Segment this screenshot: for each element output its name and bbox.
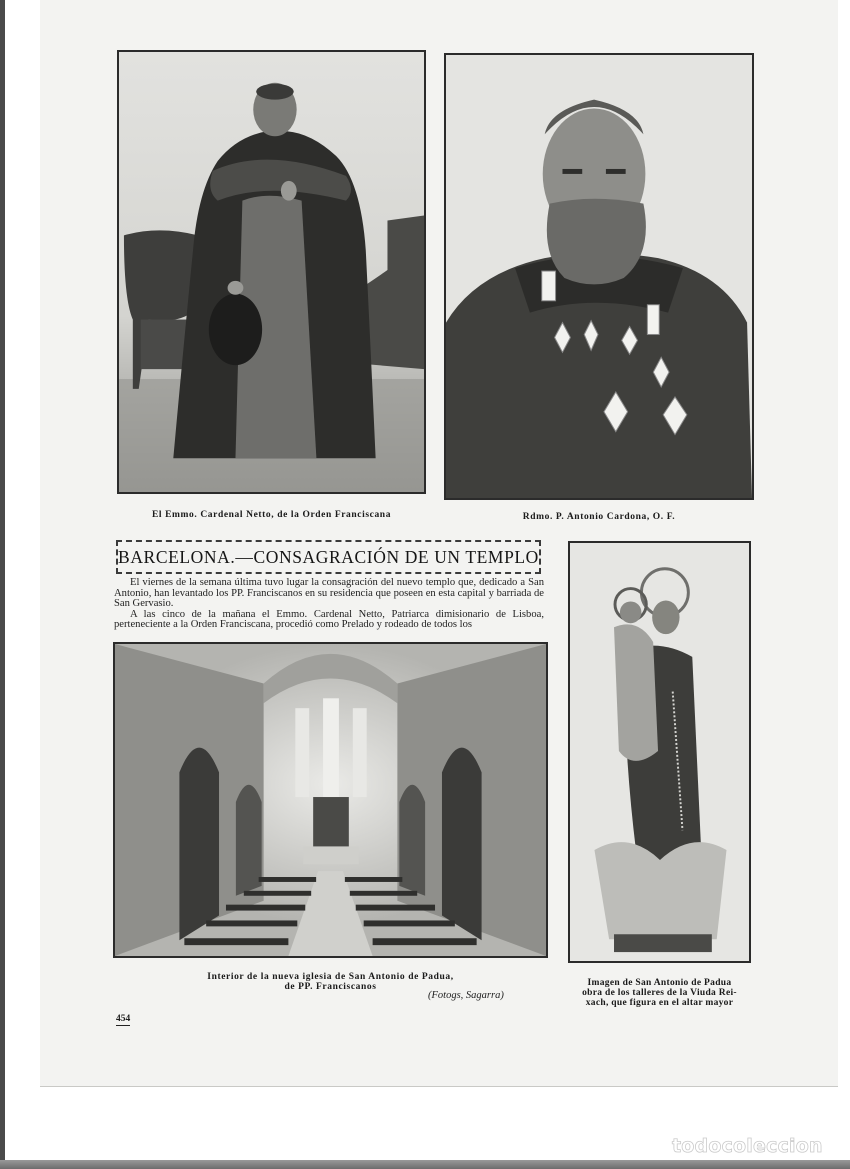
- cardinal-caption: El Emmo. Cardenal Netto, de la Orden Franciscana: [151, 510, 392, 520]
- statue-photo: [568, 541, 751, 963]
- friar-caption: Rdmo. P. Antonio Cardona, O. F.: [522, 512, 676, 522]
- church-caption-line2: de PP. Franciscanos: [284, 982, 377, 992]
- saint-anthony-statue-image: [570, 543, 749, 961]
- article-paragraph: A las cinco de la mañana el Emmo. Cardenal Netto, Patriarca dimisionario de Lisboa, perteneciente a la Orden Franciscana, procedió como Prelado y rodeado de todos los: [114, 608, 544, 631]
- scan-bottom-edge: [0, 1160, 850, 1169]
- statue-caption-line3: xach, que figura en el altar mayor: [585, 998, 734, 1008]
- watermark-logo: todocoleccion: [672, 1135, 823, 1157]
- church-interior-image: [115, 644, 546, 956]
- cardinal-portrait-image: [119, 52, 424, 492]
- friar-portrait-image: [446, 55, 752, 498]
- church-caption-line1: Interior de la nueva iglesia de San Antonio de Padua,: [207, 972, 454, 982]
- article-paragraph: El viernes de la semana última tuvo lugar la consagración del nuevo templo que, dedicado a San Antonio, han levantado los PP. Franciscanos en su residencia que poseen en esta capital y barriada de San Gervasio.: [114, 577, 544, 610]
- headline-frame: [116, 540, 541, 574]
- cardinal-photo: [117, 50, 426, 494]
- statue-caption-line1: Imagen de San Antonio de Padua: [587, 978, 732, 988]
- article-headline: BARCELONA.—CONSAGRACIÓN DE UN TEMPLO: [118, 546, 539, 567]
- photo-credit: (Fotogs, Sagarra): [428, 990, 504, 1001]
- statue-caption-line2: obra de los talleres de la Viuda Rei-: [582, 988, 737, 998]
- friar-photo: [444, 53, 754, 500]
- page-number: 454: [116, 1014, 131, 1024]
- scan-left-edge: [0, 0, 5, 1160]
- church-interior-photo: [113, 642, 548, 958]
- article-body: [114, 578, 544, 631]
